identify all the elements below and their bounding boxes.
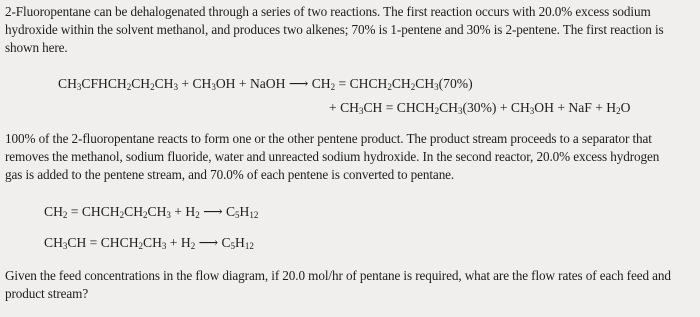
- formula-subscript: 12: [244, 241, 254, 251]
- middle-line-2: removes the methanol, sodium fluoride, water and unreacted sodium hydroxide. In the second reactor, 20.0% excess hydrogen: [5, 149, 660, 164]
- question-paragraph: [5, 267, 671, 303]
- formula-subscript: 2: [410, 82, 416, 92]
- formula-subscript: 12: [249, 210, 259, 220]
- formula-subscript: 2: [150, 82, 155, 92]
- formula-subscript: 2: [190, 241, 196, 251]
- formula-subscript: 2: [616, 106, 621, 116]
- formula-subscript: 2: [62, 210, 68, 220]
- middle-line-3: gas is added to the pentene stream, and 70.0% of each pentene is converted to pentane.: [5, 167, 455, 182]
- formula-subscript: 3: [358, 106, 364, 116]
- formula-subscript: 3: [434, 82, 439, 92]
- formula-subscript: 3: [166, 210, 171, 220]
- reaction-1-line-2: + $CH_3CH$ = $CHCH_2CH_3(30\%) + CH_3OH$ + NaF + $H_2O$: [329, 100, 631, 116]
- formula-subscript: 3: [529, 106, 535, 116]
- question-line-2: product stream?: [5, 286, 89, 301]
- formula-subscript: 2: [195, 210, 200, 220]
- intro-line-2: hydroxide within the solvent methanol, and produces two alkenes; 70% is 1-pentene and 30% is 2-pentene. The first reaction is: [5, 22, 664, 37]
- formula-subscript: 2: [143, 210, 148, 220]
- formula-subscript: 2: [138, 241, 144, 251]
- formula-subscript: 5: [235, 210, 240, 220]
- formula-subscript: 2: [119, 210, 125, 220]
- formula-subscript: 3: [173, 82, 178, 92]
- intro-line-1: 2-Fluoropentane can be dehalogenated through a series of two reactions. The first reaction occurs with 20.0% excess sodium: [5, 4, 651, 19]
- reaction-3-equation: $CH_3CH$ = $CHCH_2CH_3 + H_2$ ⟶ $C_5H_{12}$: [44, 235, 254, 251]
- formula-subscript: 3: [62, 241, 68, 251]
- formula-subscript: 2: [126, 82, 132, 92]
- formula-subscript: 2: [330, 82, 336, 92]
- middle-paragraph: [5, 130, 659, 184]
- formula-subscript: 5: [230, 241, 236, 251]
- formula-subscript: 3: [211, 82, 216, 92]
- reaction-1-line-1: $CH_3CFHCH_2CH_2CH_3 + CH_3OH$ + NaOH ⟶ $CH_2$ = $CHCH_2CH_2CH_3(70\%)$: [58, 76, 473, 92]
- formula-subscript: 2: [387, 82, 392, 92]
- intro-line-3: shown here.: [5, 40, 68, 55]
- formula-subscript: 3: [161, 241, 167, 251]
- formula-subscript: 2: [434, 106, 440, 116]
- reaction-2-equation: $CH_2$ = $CHCH_2CH_2CH_3 + H_2$ ⟶ $C_5H_{12}$: [44, 204, 259, 220]
- question-line-1: Given the feed concentrations in the flow diagram, if 20.0 mol/hr of pentane is required, what are the flow rates of each feed and: [5, 268, 671, 283]
- formula-subscript: 3: [76, 82, 82, 92]
- middle-line-1: 100% of the 2-fluoropentane reacts to form one or the other pentene product. The product stream proceeds to a separator that: [5, 131, 652, 146]
- formula-subscript: 3: [457, 106, 463, 116]
- intro-paragraph: [5, 3, 664, 57]
